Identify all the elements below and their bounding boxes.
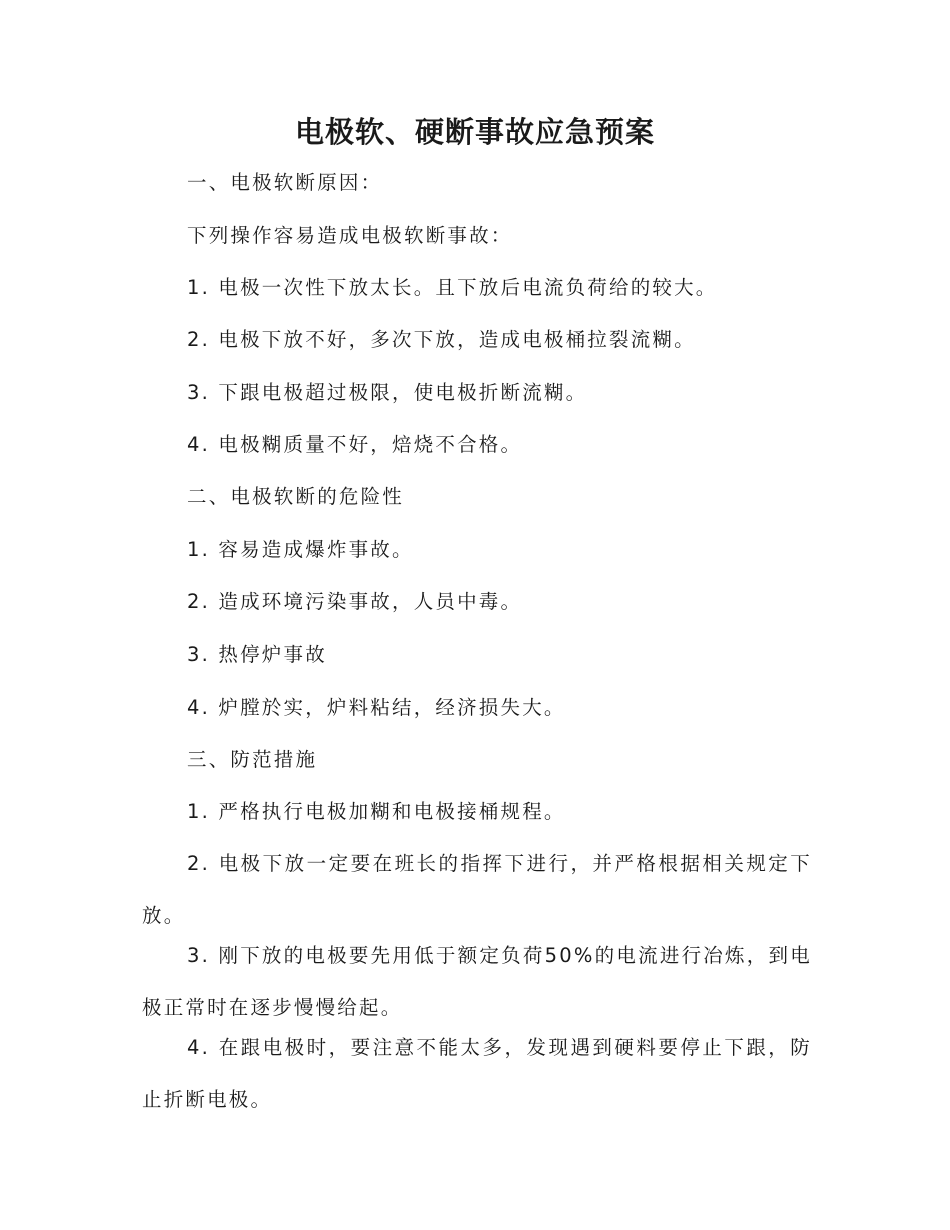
section-heading-3: 三、防范措施 bbox=[187, 748, 318, 771]
section-heading-1: 一、电极软断原因： bbox=[187, 171, 383, 194]
list-item-cause-4: 4. 电极糊质量不好，焙烧不合格。 bbox=[187, 433, 523, 456]
list-item-cause-3: 3. 下跟电极超过极限，使电极折断流糊。 bbox=[187, 381, 588, 404]
list-item-danger-2: 2. 造成环境污染事故，人员中毒。 bbox=[187, 590, 523, 613]
list-item-cause-1: 1. 电极一次性下放太长。且下放后电流负荷给的较大。 bbox=[187, 276, 718, 299]
list-item-measure-3: 3. 刚下放的电极要先用低于额定负荷50%的电流进行冶炼，到电极正常时在逐步慢慢给起。 bbox=[142, 944, 812, 1019]
list-item-danger-4: 4. 炉膛於实，炉料粘结，经济损失大。 bbox=[187, 696, 566, 719]
document-title: 电极软、硬断事故应急预案 bbox=[294, 115, 655, 149]
list-item-measure-4: 4. 在跟电极时，要注意不能太多，发现遇到硬料要停止下跟，防止折断电极。 bbox=[142, 1036, 812, 1111]
list-item-measure-2: 2. 电极下放一定要在班长的指挥下进行，并严格根据相关规定下放。 bbox=[142, 852, 812, 927]
list-item-danger-1: 1. 容易造成爆炸事故。 bbox=[187, 538, 414, 561]
section-heading-2: 二、电极软断的危险性 bbox=[187, 485, 405, 508]
list-item-measure-1: 1. 严格执行电极加糊和电极接桶规程。 bbox=[187, 800, 566, 823]
paragraph-intro: 下列操作容易造成电极软断事故： bbox=[187, 224, 513, 247]
list-item-cause-2: 2. 电极下放不好，多次下放，造成电极桶拉裂流糊。 bbox=[187, 328, 696, 351]
list-item-danger-3: 3. 热停炉事故 bbox=[187, 643, 327, 666]
